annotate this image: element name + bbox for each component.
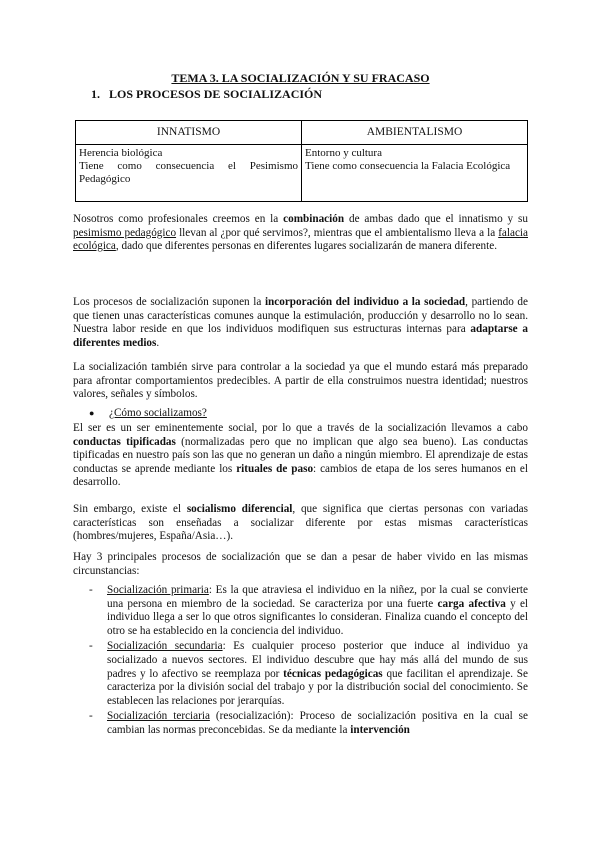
table-row [76,145,528,202]
table-header-innatismo: INNATISMO [76,121,302,145]
text-run: El ser es un ser eminentemente social, por lo que a través de la socialización llevamos a cabo [73,422,528,434]
bold-text: técnicas pedagógicas [283,667,383,680]
bold-text: adaptarse a diferentes medios [73,323,528,349]
underlined-text: pesimismo pedagógico [73,226,177,239]
bold-text: conductas tipificadas [73,435,176,448]
bold-text: carga afectiva [437,597,506,610]
bold-text: socialismo diferencial [186,503,293,515]
bullet-icon: ● [89,408,95,418]
cell-line: Herencia biológica [79,147,163,159]
comparison-table [75,120,528,202]
list-item [73,710,528,737]
section-number: 1. [91,87,100,101]
text-run: que facilitan el aprendizaje. Se caracteriza por la división social del trabajo y por la distribución social del conocimiento. Se establecen las relaciones por jerarquías. [107,667,528,707]
text-run: y el individuo llega a ser lo que otros significantes lo consideran. Finaliza cuando el concepto del otro se ha establecido en la conciencia del individuo. [107,597,529,637]
list-term: Socialización terciaria [107,710,210,723]
paragraph [73,422,528,490]
list-item [73,584,528,638]
bold-text: intervención [350,723,410,736]
text-run: (normalizadas pero que no implican que algo sea bueno). Las conductas tipificadas en nuestro país son las que no generan un daño a ningún miembro. El aprendizaje de estas conductas se aprende mediante los [73,435,528,475]
text-run: , partiendo de que tienen unas características comunes aunque la estimulación, producción y desarrollo no lo sean. Nuestra labor reside en que los individuos modifiquen sus estructuras internas para [73,296,528,336]
list-term: Socialización secundaria [107,640,223,653]
text-run: , que significa que ciertas personas con variadas características son enseñadas a socializar diferente por estas mismas características (hombres/mujeres, España/Asia…). [73,503,528,543]
bullet-item [89,407,207,421]
text-run: . [156,336,160,349]
paragraph: La socialización también sirve para controlar a la sociedad ya que el mundo estará más preparado para afrontar comportamientos predecibles. A partir de ella construimos nuestra identidad; nuestros valores, señales y símbolos. [73,361,528,401]
list-item [73,640,528,708]
bold-text: combinación [283,213,345,225]
section-heading [91,88,322,102]
bold-text: rituales de paso [236,462,314,475]
process-list [73,584,528,738]
cell-line: Tiene como consecuencia el Pesimismo Pedagógico [79,160,298,185]
text-run: Los procesos de socialización suponen la [73,296,265,308]
dash-marker: - [89,640,93,653]
text-run: Nosotros como profesionales creemos en la [73,213,284,225]
table-header-row [76,121,528,145]
paragraph: Hay 3 principales procesos de socialización que se dan a pesar de haber vivido en las mismas circunstancias: [73,551,528,577]
dash-marker: - [89,710,93,723]
text-run: : Es cualquier proceso posterior que induce al individuo ya socializado a nuevos sectores. El individuo descubre que hay más allá del mundo de sus padres y lo afectivo se reemplaza por [107,640,528,680]
text-run: (resocialización): Proceso de socialización positiva en la cual se cambian las normas preconcebidas. Se da mediante la [107,710,528,736]
cell-line: Entorno y cultura [305,147,382,159]
bold-text: incorporación del individuo a la sociedad [264,296,466,308]
dash-marker: - [89,584,93,596]
text-run: Sin embargo, existe el [73,503,187,515]
table-header-ambientalismo: AMBIENTALISMO [302,121,528,145]
text-run: , dado que diferentes personas en diferentes lugares socializarán de manera diferente. [115,240,498,253]
underlined-text: falacia ecológica [73,226,528,253]
paragraph [73,213,528,254]
cell-line: Tiene como consecuencia la Falacia Ecológica [305,160,511,172]
table-cell-ambientalismo [302,145,528,202]
text-run: : cambios de etapa de los seres humanos en el desarrollo. [73,462,528,489]
bullet-label: ¿Cómo socializamos? [109,407,207,419]
section-label: LOS PROCESOS DE SOCIALIZACIÓN [109,87,323,101]
document-title: TEMA 3. LA SOCIALIZACIÓN Y SU FRACASO [171,71,430,85]
paragraph [73,503,528,544]
text-run: de ambas dado que el innatismo y su [344,213,528,225]
text-run: llevan al ¿por qué servimos?, mientras que el ambientalismo lleva a la [176,226,499,239]
table-cell-innatismo [76,145,302,202]
list-term: Socialización primaria [107,584,209,596]
text-run: : Es la que atraviesa el individuo en la niñez, por la cual se convierte una persona en miembro de la sociedad. Se caracteriza por una fuerte [107,584,528,610]
paragraph [73,296,528,350]
